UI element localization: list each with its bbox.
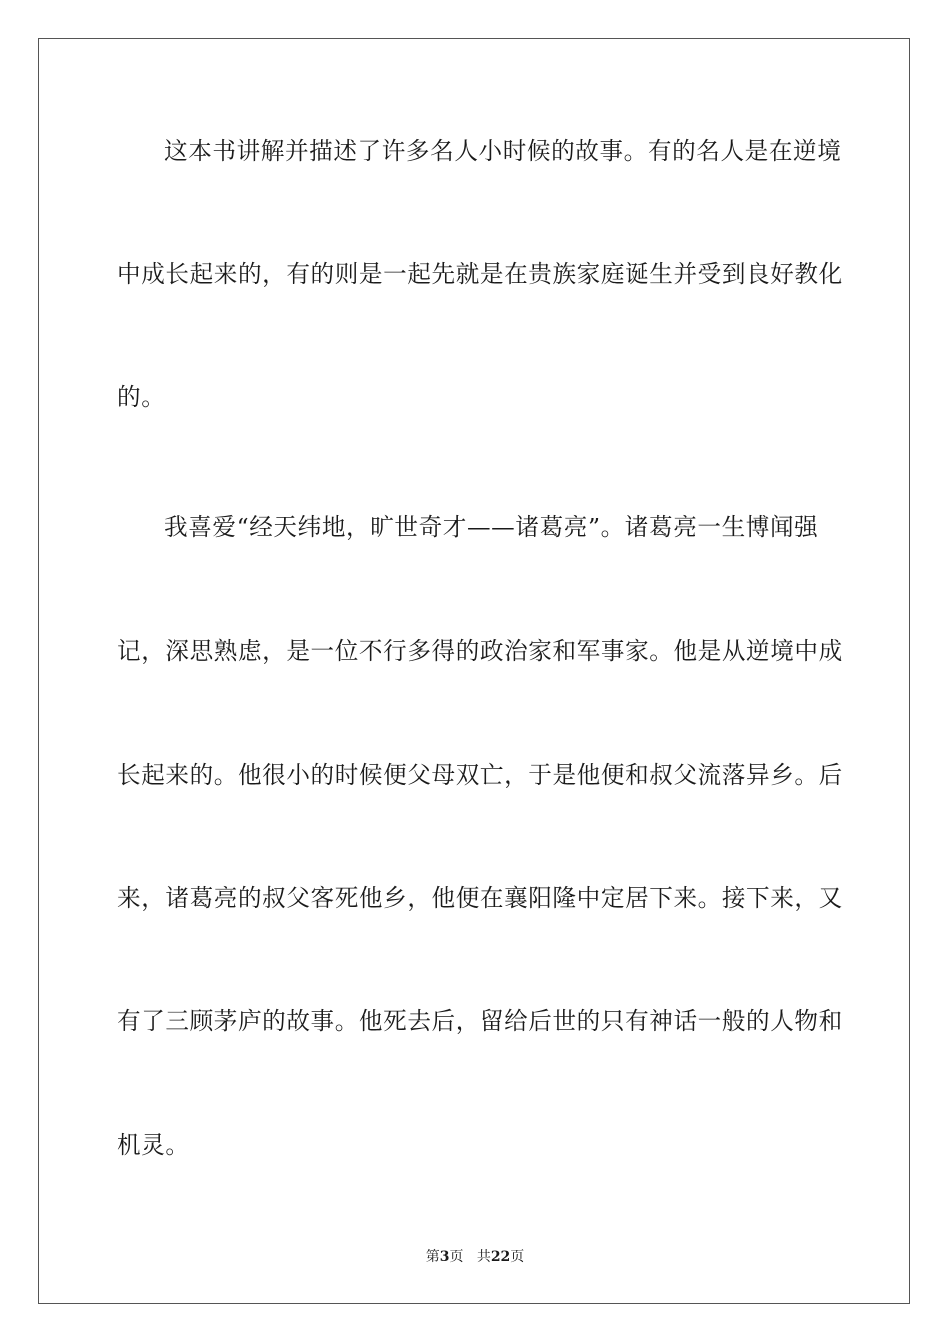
paragraph-1-line-3: 的。 bbox=[117, 383, 166, 411]
paragraph-2-line-2: 记，深思熟虑，是一位不行多得的政治家和军事家。他是从逆境中成 bbox=[117, 637, 843, 665]
paragraph-2-line-1: 我喜爱“经天纬地，旷世奇才——诸葛亮”。诸葛亮一生博闻强 bbox=[164, 513, 819, 541]
paragraph-1-line-1: 这本书讲解并描述了许多名人小时候的故事。有的名人是在逆境 bbox=[164, 137, 842, 165]
total-page-count: 22 bbox=[490, 1249, 511, 1265]
total-prefix: 共 bbox=[476, 1249, 491, 1265]
page-prefix: 第 bbox=[425, 1249, 440, 1265]
page-suffix: 页 bbox=[449, 1249, 464, 1265]
page-border bbox=[38, 38, 910, 1304]
page-footer bbox=[0, 1248, 950, 1266]
paragraph-2-line-5: 有了三顾茅庐的故事。他死去后，留给后世的只有神话一般的人物和 bbox=[117, 1007, 843, 1035]
current-page-number: 3 bbox=[439, 1249, 450, 1265]
paragraph-2-line-4: 来，诸葛亮的叔父客死他乡，他便在襄阳隆中定居下来。接下来，又 bbox=[117, 884, 843, 912]
paragraph-2-line-6: 机灵。 bbox=[117, 1131, 190, 1159]
paragraph-1-line-2: 中成长起来的，有的则是一起先就是在贵族家庭诞生并受到良好教化 bbox=[117, 260, 843, 288]
total-suffix: 页 bbox=[510, 1249, 525, 1265]
paragraph-2-line-3: 长起来的。他很小的时候便父母双亡，于是他便和叔父流落异乡。后 bbox=[117, 761, 843, 789]
